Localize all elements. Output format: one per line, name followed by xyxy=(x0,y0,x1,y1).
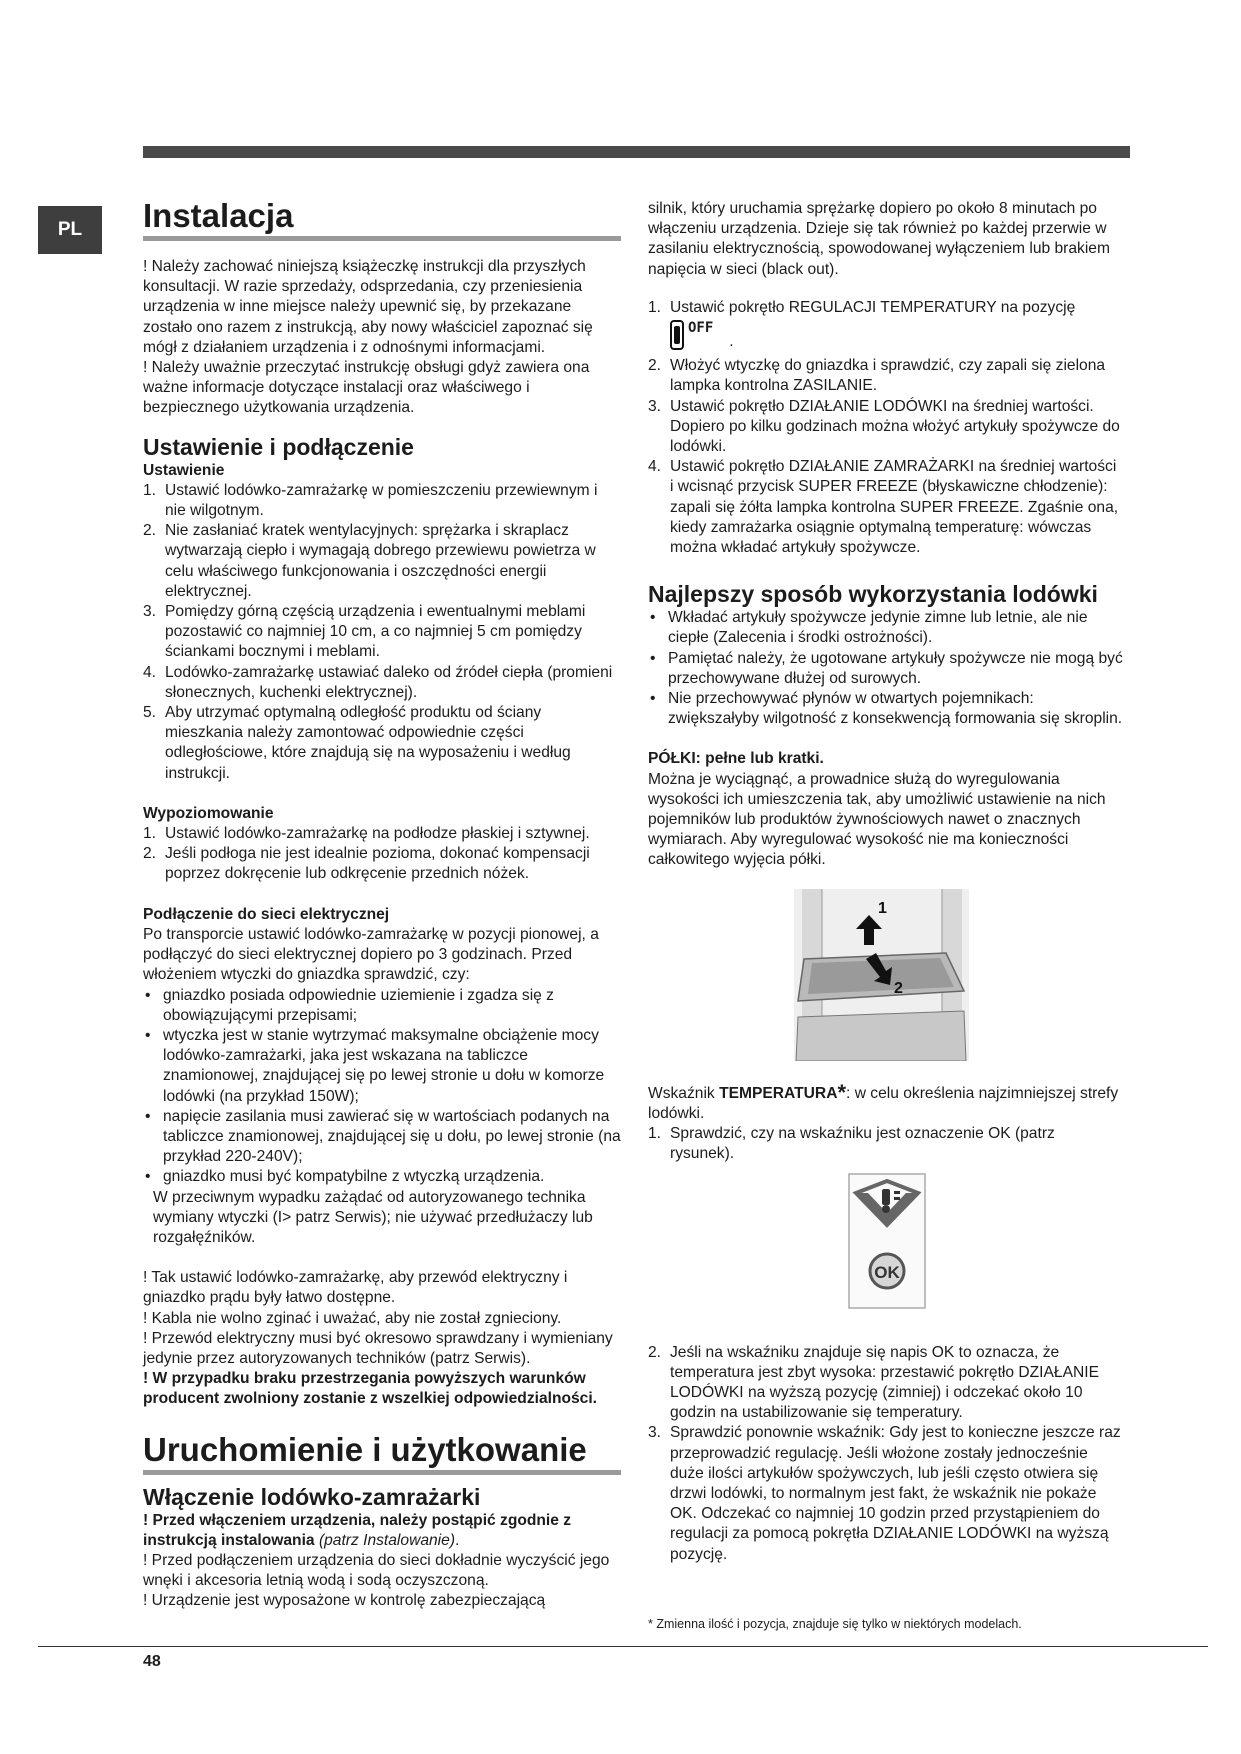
warning-1: ! Tak ustawić lodówko-zamrażarkę, aby przewód elektryczny i gniazdko prądu były łatwo dostępne. xyxy=(143,1269,568,1307)
list-item: • napięcie zasilania musi zawierać się w wartościach podanych na tabliczce znamionowej, znajdującej się u dołu, po lewej stronie (na przykład 220-240V); xyxy=(143,1107,621,1168)
shelf-label-1: 1 xyxy=(878,899,887,917)
shelves-title: PÓŁKI: pełne lub kratki. xyxy=(648,750,824,768)
switch-on-paragraph-2: ! Przed podłączeniem urządzenia do sieci dokładnie wyczyścić jego wnęki i akcesoria letnią wodą i sodą oczyszczoną. xyxy=(143,1551,610,1590)
subheading-electric: Podłączenie do sieci elektrycznej xyxy=(143,905,390,923)
warning-3: ! Przewód elektryczny musi być okresowo sprawdzany i wymieniany jedynie przez autoryzowanych techników (patrz Serwis). xyxy=(143,1329,613,1367)
temperature-indicator-illustration xyxy=(848,1173,926,1309)
startup-steps xyxy=(648,298,1123,558)
shelf-illustration xyxy=(794,889,969,1061)
list-item: 4. Ustawić pokrętło DZIAŁANIE ZAMRAŻARKI na średniej wartości i wcisnąć przycisk SUPER FREEZE (błyskawiczne chłodzenie): zapali się żółta lampka kontrolna SUPER FREEZE. Zgaśnie ona, kiedy zamrażarka osiągnie optymalną temperaturę: wówczas można wkładać artykuły spożywcze. xyxy=(648,458,1119,557)
list-item: 3. Pomiędzy górną częścią urządzenia i ewentualnymi meblami pozostawić co najmniej 10 cm, a co najmniej 5 cm pomiędzy ściankami bocznymi i meblami. xyxy=(143,603,586,661)
heading-switch-on: Włączenie lodówko-zamrażarki xyxy=(143,1483,481,1510)
list-item: 3. Ustawić pokrętło DZIAŁANIE LODÓWKI na średniej wartości. Dopiero po kilku godzinach można włożyć artykuły spożywcze do lodówki. xyxy=(648,397,1120,456)
right-column xyxy=(648,199,1123,1565)
temperature-steps xyxy=(648,1124,1123,1164)
list-item: 2. Jeśli podłoga nie jest idealnie pozioma, dokonać kompensacji poprzez dokręcenie lub odkręcenie przednich nóżek. xyxy=(143,845,590,883)
list-item: 4. Lodówko-zamrażarkę ustawiać daleko od źródeł ciepła (promieni słonecznych, kuchenki elektrycznej). xyxy=(143,663,613,701)
temperature-steps-continued xyxy=(648,1343,1123,1565)
electric-after: W przeciwnym wypadku zażądać od autoryzowanego technika wymiany wtyczki (I> patrz Serwis); nie używać przedłużaczy lub rozgałęźników. xyxy=(153,1188,593,1246)
intro-paragraph-1: ! Należy zachować niniejszą książeczkę instrukcji dla przyszłych konsultacji. W razie sprzedaży, odsprzedania, czy przeniesienia urządzenia w inne miejsce należy upewnić się, by przekazane zostało ono razem z instrukcją, aby nowy właściciel zapoznać się mógł z działaniem urządzenia i z odnośnymi informacjami. xyxy=(143,258,593,356)
continued-paragraph: silnik, który uruchamia sprężarkę dopiero po około 8 minutach po włączeniu urządzenia. Dzieje się tak również po każdej przerwie w zasilaniu elektrycznością, spowodowanej wyłączeniem lub brakiem napięcia w sieci (black out). xyxy=(648,200,1110,278)
heading-setup-connection: Ustawienie i podłączenie xyxy=(143,433,414,460)
heading-installation: Instalacja xyxy=(143,196,621,241)
off-label: OFF xyxy=(688,320,714,337)
footer-rule xyxy=(38,1646,1208,1647)
ok-label: OK xyxy=(874,1262,900,1282)
electric-checklist xyxy=(143,986,621,1188)
list-item: 5. Aby utrzymać optymalną odległość produktu od ściany mieszkania należy zamontować odpowiednie części odległościowe, które znajdują się na wyposażeniu i według instrukcji. xyxy=(143,704,571,782)
list-item: • Wkładać artykuły spożywcze jedynie zimne lub letnie, ale nie ciepłe (Zalecenia i środki ostrożności). xyxy=(648,608,1123,648)
temperature-indicator-paragraph: Wskaźnik TEMPERATURA*: w celu określenia najzimniejszej strefy lodówki. xyxy=(648,1079,1119,1122)
heading-best-use: Najlepszy sposób wykorzystania lodówki xyxy=(648,581,1098,608)
subheading-leveling: Wypoziomowanie xyxy=(143,804,274,822)
off-indicator xyxy=(670,320,734,352)
off-period: . xyxy=(729,333,734,351)
list-item: 2. Jeśli na wskaźniku znajduje się napis OK to oznacza, że temperatura jest zbyt wysoka: przestawić pokrętło DZIAŁANIE LODÓWKI na wyższą pozycję (zimniej) i odczekać około 10 godzin na ustabilizowanie się temperatury. xyxy=(648,1343,1099,1422)
top-rule xyxy=(143,146,1130,158)
shelf-label-2: 2 xyxy=(894,979,903,997)
switch-on-paragraph-1: ! Przed włączeniem urządzenia, należy postąpić zgodnie z instrukcją instalowania (patrz Instalowanie). xyxy=(143,1511,572,1549)
page-number: 48 xyxy=(143,1653,161,1670)
leveling-list xyxy=(143,824,621,885)
switch-on-paragraph-3: ! Urządzenie jest wyposażone w kontrolę zabezpieczającą xyxy=(143,1592,546,1610)
footnote: * Zmienna ilość i pozycja, znajduje się tylko w niektórych modelach. xyxy=(648,1617,1022,1631)
list-item: 1. Sprawdzić, czy na wskaźniku jest oznaczenie OK (patrz rysunek). xyxy=(648,1125,1055,1163)
list-item: • gniazdko musi być kompatybilne z wtyczką urządzenia. xyxy=(143,1167,621,1187)
list-item: • Pamiętać należy, że ugotowane artykuły spożywcze nie mogą być przechowywane dłużej od surowych. xyxy=(648,649,1123,689)
heading-startup-use: Uruchomienie i użytkowanie xyxy=(143,1430,621,1475)
thermostat-off-icon xyxy=(670,320,684,350)
warning-2: ! Kabla nie wolno zginać i uważać, aby nie został zgnieciony. xyxy=(143,1309,562,1327)
language-tab: PL xyxy=(38,206,102,254)
list-item: • wtyczka jest w stanie wytrzymać maksymalne obciążenie mocy lodówko-zamrażarki, jaka jest wskazana na tabliczce znamionowej, znajdującej się po lewej stronie u dołu w komorze lodówki (na przykład 150W); xyxy=(143,1026,621,1107)
warning-4: ! W przypadku braku przestrzegania powyższych warunków producent zwolniony zostanie z wszelkiej odpowiedzialności. xyxy=(143,1370,598,1408)
list-item: • Nie przechowywać płynów w otwartych pojemnikach: zwiększałyby wilgotność z konsekwencją formowania się skroplin. xyxy=(648,689,1123,729)
list-item: 1. Ustawić lodówko-zamrażarkę na podłodze płaskiej i sztywnej. xyxy=(143,825,590,843)
list-item: 3. Sprawdzić ponownie wskaźnik: Gdy jest to konieczne jeszcze raz przeprowadzić regulację. Jeśli włożone zostały jednocześnie duże ilości artykułów spożywczych, lub jeśli często otwiera się drzwi lodówki, to normalnym jest fakt, że wskaźnik nie pokaże OK. Odczekać co najmniej 10 godzin przed przystąpieniem do regulacji za pomocą pokrętła DZIAŁANIE LODÓWKI na wyższą pozycję. xyxy=(648,1424,1121,1563)
subheading-setup: Ustawienie xyxy=(143,461,225,479)
list-item: 1. Ustawić pokrętło REGULACJI TEMPERATURY na pozycję OFF . xyxy=(648,298,1123,356)
left-column xyxy=(143,196,621,1612)
list-item: • gniazdko posiada odpowiednie uziemienie i zgadza się z obowiązującymi przepisami; xyxy=(143,986,621,1026)
list-item: 2. Nie zasłaniać kratek wentylacyjnych: sprężarka i skraplacz wytwarzają ciepło i wymagają dobrego przewiewu powietrza w celu właściwego funkcjonowania i oszczędności energii elektrycznej. xyxy=(143,522,596,600)
setup-list xyxy=(143,481,621,784)
intro-paragraph-2: ! Należy uważnie przeczytać instrukcję obsługi gdyż zawiera ona ważne informacje dotyczące instalacji oraz właściwego i bezpiecznego użytkowania urządzenia. xyxy=(143,359,590,417)
best-use-list xyxy=(648,608,1123,729)
shelves-paragraph: Można je wyciągnąć, a prowadnice służą do wyregulowania wysokości ich umieszczenia tak, aby umożliwić ustawienie na nich pojemników lub produktów żywnościowych nawet o znacznych wymiarach. Aby wyregulować wysokość nie ma konieczności całkowitego wyjęcia półki. xyxy=(648,770,1106,869)
list-item: 2. Włożyć wtyczkę do gniazdka i sprawdzić, czy zapali się zielona lampka kontrolna ZASILANIE. xyxy=(648,357,1106,395)
electric-intro: Po transporcie ustawić lodówko-zamrażarkę w pozycji pionowej, a podłączyć do sieci elektrycznej dopiero po 3 godzinach. Przed włożeniem wtyczki do gniazdka sprawdzić, czy: xyxy=(143,925,599,984)
list-item: 1. Ustawić lodówko-zamrażarkę w pomieszczeniu przewiewnym i nie wilgotnym. xyxy=(143,481,598,520)
